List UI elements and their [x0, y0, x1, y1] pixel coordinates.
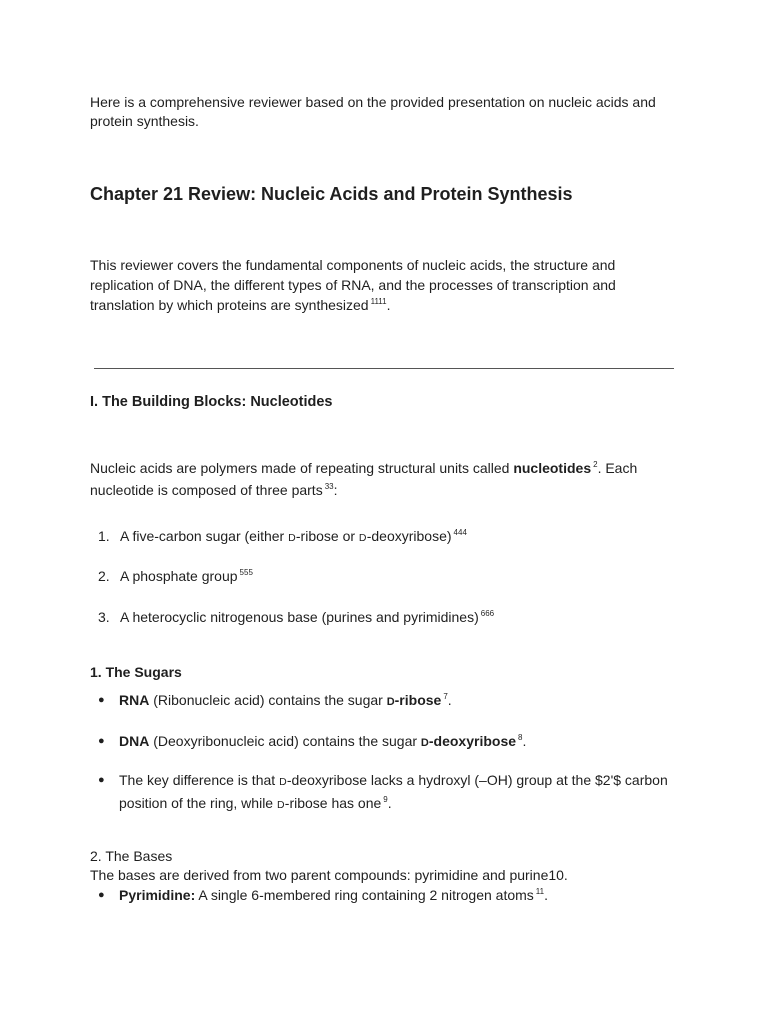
intro-paragraph: Here is a comprehensive reviewer based on the provided presentation on nucleic acids and protein synthesis.: [90, 94, 656, 129]
small-caps-d: D: [420, 737, 429, 749]
term-dna: DNA: [119, 733, 150, 749]
bullet-icon: ●: [98, 889, 105, 901]
bullet-item-pyrimidine: [98, 885, 678, 906]
overview-paragraph: [90, 255, 650, 315]
footnote-ref: 11: [535, 887, 545, 896]
small-caps-d: D: [279, 776, 287, 788]
list-number: 3.: [98, 609, 110, 625]
bullet-text: (Deoxyribonucleic acid) contains the sugar: [149, 733, 421, 749]
bullet-item-key-difference: [98, 770, 678, 816]
list-item-sugar: [98, 526, 467, 548]
footnote-ref: 555: [239, 568, 253, 577]
list-item-text: -deoxyribose): [366, 528, 452, 544]
nucleotides-text-end: :: [333, 482, 338, 498]
bullet-text: -ribose has one: [284, 795, 382, 811]
footnote-ref: 2: [593, 460, 598, 469]
chapter-title: Chapter 21 Review: Nucleic Acids and Protein Synthesis: [90, 184, 573, 204]
footnote-ref: 444: [453, 528, 467, 537]
overview-period: .: [386, 297, 391, 313]
bullet-text: A single 6-membered ring containing 2 nitrogen atoms: [195, 887, 534, 903]
small-caps-d: D: [386, 696, 395, 708]
footnote-ref: 8: [518, 733, 523, 742]
small-caps-d: D: [358, 532, 367, 544]
footnote-ref: 33: [324, 482, 334, 491]
footnote-ref: 7: [443, 692, 448, 701]
term-deoxyribose: -deoxyribose: [428, 733, 517, 749]
list-number: 2.: [98, 568, 110, 584]
small-caps-d: D: [276, 799, 285, 811]
term-ribose: -ribose: [394, 692, 442, 708]
list-item-text: -ribose or: [295, 528, 359, 544]
list-item-text: A phosphate group: [120, 568, 238, 584]
bullet-text: -deoxyribose lacks a hydroxyl (–OH) group at the $2'$ carbon position of the ring, while: [119, 772, 668, 811]
nucleotides-paragraph: [90, 457, 650, 501]
horizontal-divider: [94, 368, 674, 369]
bullet-period: .: [387, 795, 392, 811]
footnote-ref: 666: [480, 609, 495, 618]
bullet-icon: ●: [98, 774, 105, 786]
subsection-title-sugars: 1. The Sugars: [90, 664, 182, 680]
nucleotides-text-mid: . Each nucleotide is composed of three parts: [90, 460, 638, 498]
bullet-period: .: [447, 692, 452, 708]
bullet-text: (Ribonucleic acid) contains the sugar: [149, 692, 387, 708]
nucleotides-text-pre: Nucleic acids are polymers made of repeating structural units called: [90, 460, 514, 476]
bullet-period: .: [544, 887, 548, 903]
section-title-nucleotides: I. The Building Blocks: Nucleotides: [90, 394, 333, 410]
overview-text: This reviewer covers the fundamental components of nucleic acids, the structure and replication of DNA, the different types of RNA, and the processes of transcription and translation by which proteins are synthesized: [90, 257, 616, 313]
small-caps-d: D: [288, 532, 296, 544]
list-item-base: [98, 607, 494, 627]
term-pyrimidine: Pyrimidine:: [119, 887, 196, 903]
bullet-icon: ●: [98, 735, 105, 747]
footnote-ref: 9: [383, 795, 388, 804]
footnote-ref: 1111: [370, 297, 387, 306]
nucleotides-term: nucleotides: [513, 460, 592, 476]
subsection-title-bases: 2. The Bases: [90, 848, 173, 864]
bullet-icon: ●: [98, 694, 105, 706]
bullet-period: .: [522, 733, 527, 749]
list-item-phosphate: [98, 566, 253, 586]
bullet-text: The key difference is that: [119, 772, 280, 788]
list-item-text: A five-carbon sugar (either: [120, 528, 289, 544]
term-rna: RNA: [119, 692, 150, 708]
list-item-text: A heterocyclic nitrogenous base (purines and pyrimidines): [120, 609, 479, 625]
bullet-item-dna: [98, 731, 678, 754]
bullet-item-rna: [98, 690, 678, 713]
list-number: 1.: [98, 528, 110, 544]
bases-paragraph: The bases are derived from two parent compounds: pyrimidine and purine10.: [90, 867, 568, 883]
